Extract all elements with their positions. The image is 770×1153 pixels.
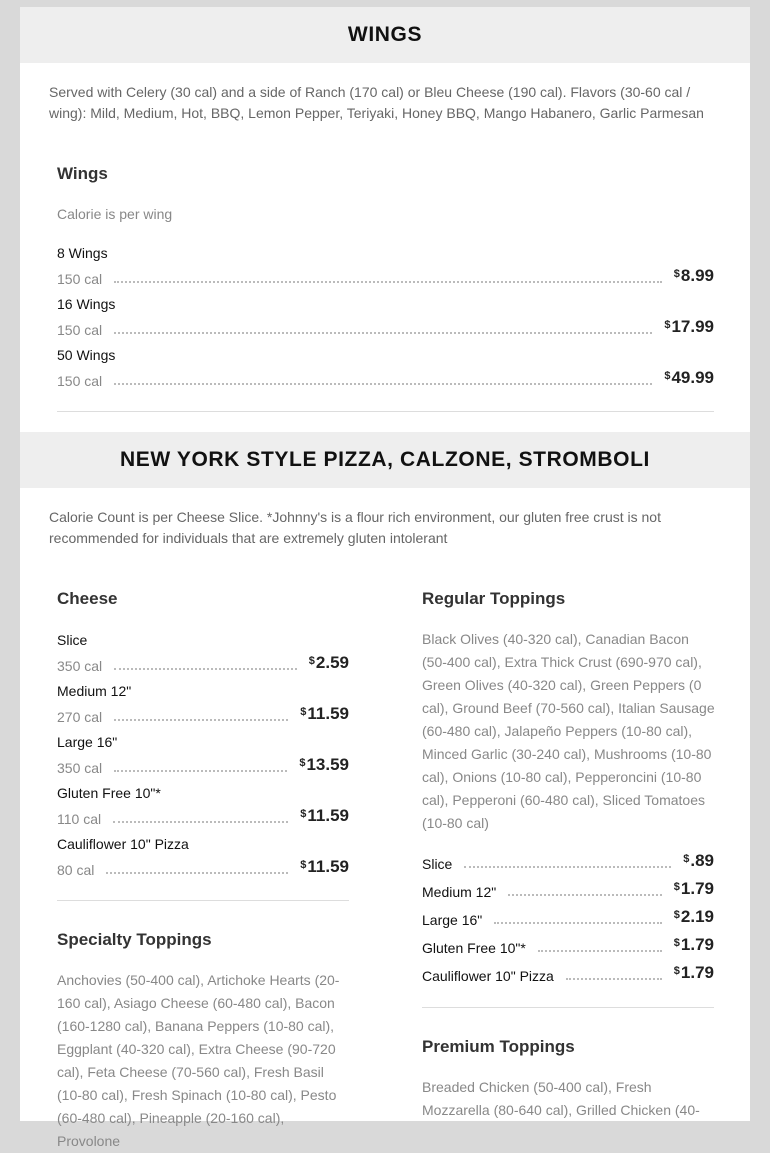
- item-price: $2.19: [673, 907, 714, 926]
- wings-category-title: Wings: [57, 164, 108, 183]
- dot-leader: [464, 865, 671, 868]
- dot-leader: [114, 280, 662, 283]
- item-name: Medium 12": [422, 884, 497, 900]
- specialty-toppings-description: Anchovies (50-400 cal), Artichoke Hearts (20-160 cal), Asiago Cheese (60-480 cal), Bacon (160-1280 cal), Banana Peppers (10-80 cal), Eggplant (40-320 cal), Extra Cheese (90-720 cal), Feta Cheese (70-560 cal), Fresh Basil (10-80 cal), Fresh Spinach (10-80 cal), Pesto (60-480 cal), Pineapple (20-160 cal), Provolone: [57, 972, 340, 1149]
- item-price: $11.59: [300, 857, 349, 876]
- item-price: $49.99: [664, 368, 714, 387]
- item-name: 8 Wings: [57, 245, 108, 261]
- item-name: 16 Wings: [57, 296, 116, 312]
- menu-item-cheese-gluten-free[interactable]: [57, 785, 349, 828]
- menu-item-cheese-slice[interactable]: [57, 632, 349, 675]
- pizza-intro: Calorie Count is per Cheese Slice. *Johnny's is a flour rich environment, our gluten free crust is not recommended for individuals that are extremely gluten intolerant: [49, 509, 661, 546]
- cheese-category-title: Cheese: [57, 589, 118, 608]
- menu-item-cheese-cauliflower[interactable]: [57, 836, 349, 879]
- wings-section-title: WINGS: [347, 23, 423, 46]
- item-name: Cauliflower 10" Pizza: [57, 836, 189, 852]
- menu-sheet: [20, 7, 750, 1149]
- wings-intro: Served with Celery (30 cal) and a side of Ranch (170 cal) or Bleu Cheese (190 cal). Flavors (30-60 cal / wing): Mild, Medium, Hot, BBQ, Lemon Pepper, Teriyaki, Honey BBQ, Mango Habanero, Garlic Parmesan: [49, 84, 704, 121]
- topping-price-slice[interactable]: [422, 849, 714, 873]
- topping-price-cauliflower[interactable]: [422, 961, 714, 985]
- pizza-section-header: [20, 432, 750, 488]
- item-name: Large 16": [422, 912, 483, 928]
- menu-item-50-wings[interactable]: [57, 347, 714, 390]
- topping-price-large[interactable]: [422, 905, 714, 929]
- item-calories: 150 cal: [57, 322, 103, 338]
- item-price: $1.79: [673, 879, 714, 898]
- item-calories: 110 cal: [57, 811, 102, 827]
- regular-toppings-divider: [422, 1007, 714, 1008]
- item-price: $2.59: [308, 653, 349, 672]
- item-price: $8.99: [673, 266, 714, 285]
- item-name: 50 Wings: [57, 347, 116, 363]
- dot-leader: [106, 871, 288, 874]
- dot-leader: [538, 949, 662, 952]
- item-name: Gluten Free 10"*: [57, 785, 161, 801]
- dot-leader: [566, 977, 662, 980]
- item-name: Large 16": [57, 734, 118, 750]
- topping-price-gluten-free[interactable]: [422, 933, 714, 957]
- dot-leader: [114, 769, 287, 772]
- menu-item-cheese-large[interactable]: [57, 734, 349, 777]
- wings-calorie-note: Calorie is per wing: [57, 206, 173, 222]
- dot-leader: [114, 331, 652, 334]
- premium-toppings-title: Premium Toppings: [422, 1037, 575, 1056]
- item-price: $1.79: [673, 935, 714, 954]
- topping-price-medium[interactable]: [422, 877, 714, 901]
- pizza-section-title: NEW YORK STYLE PIZZA, CALZONE, STROMBOLI: [120, 448, 650, 471]
- dot-leader: [113, 820, 288, 823]
- item-name: Slice: [57, 632, 88, 648]
- dot-leader: [494, 921, 662, 924]
- item-calories: 270 cal: [57, 709, 103, 725]
- cheese-divider: [57, 900, 349, 901]
- menu-item-16-wings[interactable]: [57, 296, 714, 339]
- item-price: $.89: [683, 851, 714, 870]
- menu-item-cheese-medium[interactable]: [57, 683, 349, 726]
- item-name: Gluten Free 10"*: [422, 940, 526, 956]
- item-price: $17.99: [664, 317, 714, 336]
- item-calories: 150 cal: [57, 271, 103, 287]
- item-name: Cauliflower 10" Pizza: [422, 968, 554, 984]
- item-calories: 350 cal: [57, 658, 103, 674]
- item-price: $1.79: [673, 963, 714, 982]
- dot-leader: [508, 893, 662, 896]
- wings-divider: [57, 411, 714, 412]
- regular-toppings-description: Black Olives (40-320 cal), Canadian Bacon (50-400 cal), Extra Thick Crust (690-970 cal), Green Olives (40-320 cal), Green Peppers (0 cal), Ground Beef (70-560 cal), Italian Sausage (60-480 cal), Jalapeño Peppers (10-80 cal), Minced Garlic (30-240 cal), Mushrooms (10-80 cal), Onions (10-80 cal), Pepperoncini (10-80 cal), Pepperoni (60-480 cal), Sliced Tomatoes (10-80 cal): [422, 631, 715, 831]
- item-price: $13.59: [299, 755, 349, 774]
- item-price: $11.59: [300, 806, 349, 825]
- specialty-toppings-title: Specialty Toppings: [57, 930, 212, 949]
- item-name: Slice: [422, 856, 453, 872]
- item-calories: 80 cal: [57, 862, 95, 878]
- premium-toppings-description: Breaded Chicken (50-400 cal), Fresh Mozzarella (80-640 cal), Grilled Chicken (40-: [422, 1079, 700, 1118]
- item-calories: 150 cal: [57, 373, 103, 389]
- dot-leader: [114, 667, 297, 670]
- regular-toppings-title: Regular Toppings: [422, 589, 566, 608]
- dot-leader: [114, 382, 652, 385]
- item-name: Medium 12": [57, 683, 132, 699]
- wings-section-header: [20, 7, 750, 63]
- menu-item-8-wings[interactable]: [57, 245, 714, 288]
- item-calories: 350 cal: [57, 760, 103, 776]
- dot-leader: [114, 718, 288, 721]
- item-price: $11.59: [300, 704, 349, 723]
